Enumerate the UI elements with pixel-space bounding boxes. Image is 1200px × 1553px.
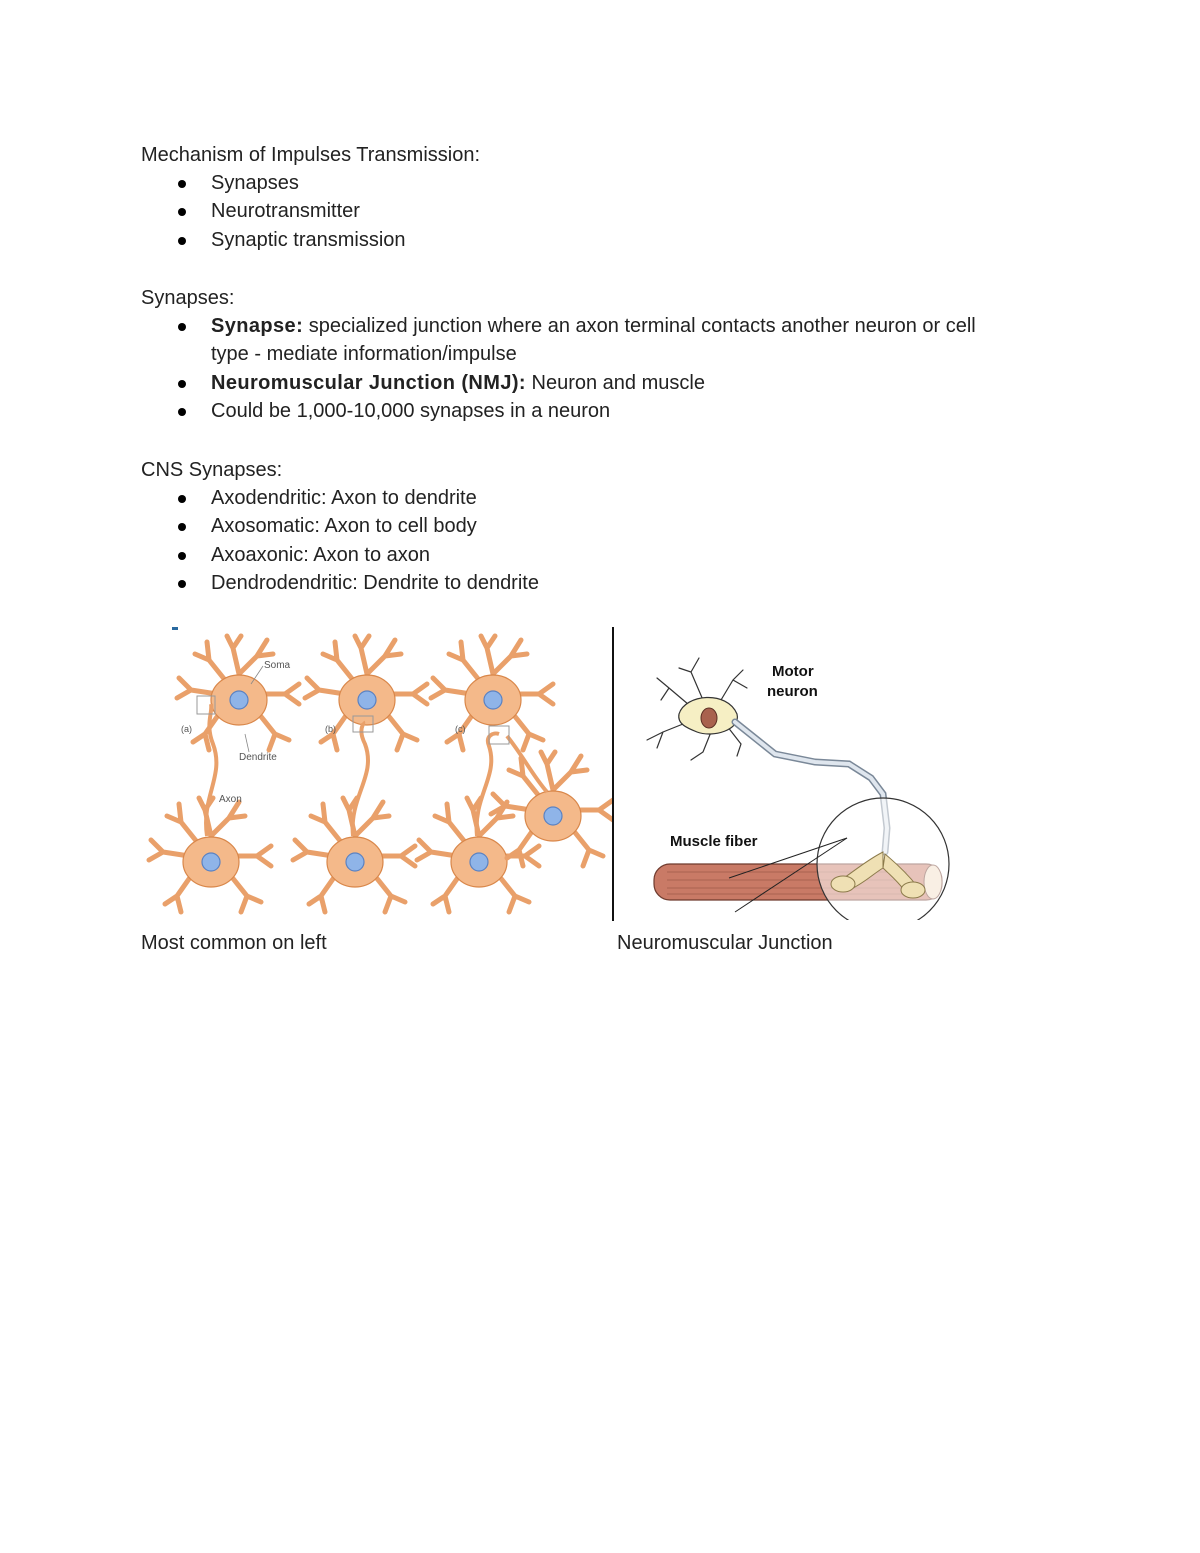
bullet-list: [141, 169, 1061, 254]
list-item: Could be 1,000-10,000 synapses in a neuron: [141, 397, 1061, 425]
bullet-icon: [178, 237, 186, 245]
bullet-icon: [178, 523, 186, 531]
cns-synapse-illustration: [143, 626, 613, 922]
list-item: Neuromuscular Junction (NMJ): Neuron and muscle: [141, 369, 1061, 397]
label-c: (c): [455, 724, 466, 734]
bullet-icon: [178, 408, 186, 416]
figure-divider: [612, 627, 614, 921]
section-cns-synapses: [141, 456, 1061, 597]
caption-left: Most common on left: [141, 932, 327, 954]
label-axon: Axon: [219, 794, 242, 805]
list-item: Neurotransmitter: [141, 197, 1061, 225]
list-item: Axosomatic: Axon to cell body: [141, 512, 1061, 540]
bullet-icon: [178, 323, 186, 331]
list-item: Synaptic transmission: [141, 226, 1061, 254]
bullet-icon: [178, 180, 186, 188]
label-b: (b): [325, 724, 336, 734]
label-muscle-fiber: Muscle fiber: [670, 833, 758, 850]
label-neuron: neuron: [767, 683, 818, 700]
list-item: Synapse: specialized junction where an axon terminal contacts another neuron or cell type - mediate information/impulse: [141, 312, 1061, 369]
label-a: (a): [181, 724, 192, 734]
label-motor: Motor: [772, 663, 814, 680]
section-mechanism: [141, 141, 1061, 254]
bullet-icon: [178, 380, 186, 388]
list-item: Axoaxonic: Axon to axon: [141, 541, 1061, 569]
bullet-list: [141, 484, 1061, 597]
neuromuscular-junction-illustration: [617, 628, 972, 920]
section-heading: Mechanism of Impulses Transmission:: [141, 144, 481, 166]
section-heading: Synapses:: [141, 287, 235, 309]
bullet-icon: [178, 552, 186, 560]
list-item: Synapses: [141, 169, 1061, 197]
section-synapses: [141, 284, 1061, 425]
term: Neuromuscular Junction (NMJ):: [211, 371, 526, 394]
neuron-upper-a: [177, 636, 299, 750]
list-item: Axodendritic: Axon to dendrite: [141, 484, 1061, 512]
bullet-icon: [178, 580, 186, 588]
bullet-icon: [178, 208, 186, 216]
neuron-lower-a: [149, 798, 271, 912]
term: Synapse:: [211, 315, 304, 337]
label-dendrite: Dendrite: [239, 752, 277, 763]
neuron-right-c: [491, 752, 613, 866]
bullet-list: [141, 312, 1061, 425]
label-soma: Soma: [264, 660, 291, 671]
neuron-upper-b: [305, 636, 427, 750]
caption-right: Neuromuscular Junction: [617, 932, 833, 954]
bullet-icon: [178, 495, 186, 503]
list-item: Dendrodendritic: Dendrite to dendrite: [141, 569, 1061, 597]
section-heading: CNS Synapses:: [141, 459, 283, 481]
